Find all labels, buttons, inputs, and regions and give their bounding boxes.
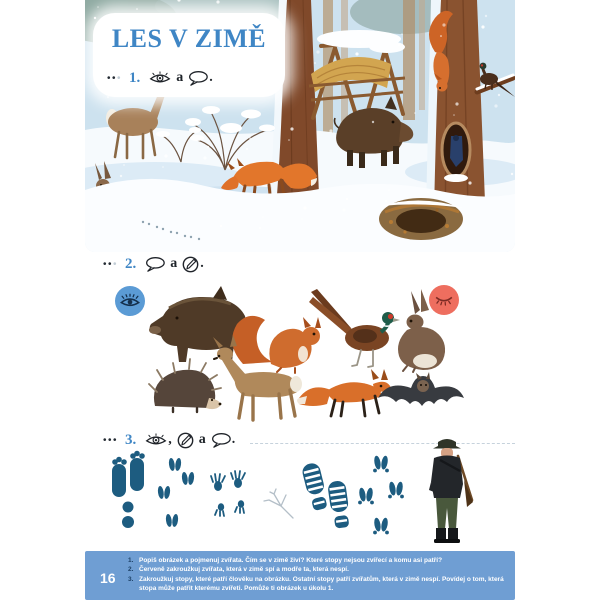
- footer-instruction-text: Zakroužkuj stopy, které patří člověku na obrázku. Ostatní stopy patří zvířatům, která v zimě nespí. Povídej o tom, která stopa může patřit kterému zvířeti. Pomůže ti obrázek u úkolu 1.: [139, 575, 504, 593]
- animal-grid-svg: [85, 280, 515, 432]
- title-box: [93, 13, 285, 97]
- wild-boar-photo: [149, 286, 248, 362]
- animal-picture-grid: [85, 280, 515, 432]
- task-2-header: [103, 253, 204, 275]
- squirrel-photo: [232, 316, 321, 373]
- bat-photo: [378, 372, 464, 406]
- task-1-header: [107, 67, 213, 89]
- task-connector-text: .: [209, 70, 213, 85]
- hunter-figure: [420, 436, 474, 549]
- pencil-icon: [182, 256, 199, 273]
- squirrel-tracks: [211, 471, 245, 516]
- task-connector-text: .: [200, 256, 204, 271]
- human-boot-tracks: [301, 462, 352, 529]
- deer-tracks: [157, 458, 195, 528]
- footer-instruction-number: 1.: [128, 557, 134, 564]
- task-difficulty-dots: •••: [103, 258, 119, 270]
- eye-icon: [145, 433, 167, 447]
- task-connector-text: a: [176, 70, 184, 85]
- speech-bubble-icon: [211, 433, 231, 448]
- eye-icon: [149, 71, 171, 85]
- pencil-icon: [177, 432, 194, 449]
- speech-bubble-icon: [145, 257, 165, 272]
- hedgehog-photo: [149, 359, 221, 412]
- hare-photo: [398, 289, 445, 372]
- footer-instruction-number: 3.: [128, 575, 134, 583]
- page-number: 16: [100, 570, 116, 586]
- pheasant-photo: [309, 289, 400, 367]
- task-number: 1.: [129, 69, 141, 86]
- footer-instruction-text: Popiš obrázek a pojmenuj zvířata. Čím se v zimě živí? Které stopy nejsou zvířecí a komu asi patří?: [139, 557, 443, 564]
- speech-bubble-icon: [188, 71, 208, 86]
- task-3-header: [103, 429, 235, 451]
- task-connector-text: ,: [168, 432, 172, 447]
- boar-tracks: [358, 455, 404, 534]
- task-connector-text: a: [198, 432, 206, 447]
- bird-track-sketch: [264, 489, 293, 518]
- task-number: 2.: [125, 255, 137, 272]
- page-title: LES V ZIMĚ: [111, 24, 267, 53]
- task-difficulty-dots: •••: [103, 434, 119, 446]
- footer-instruction-line: [128, 575, 510, 594]
- footer-band: [85, 551, 515, 600]
- hunter-svg: [420, 436, 474, 549]
- task-connector-text: .: [231, 432, 236, 447]
- task-3-rule: [250, 443, 515, 444]
- footer-instructions: [128, 556, 510, 594]
- task-connector-text: a: [170, 256, 178, 271]
- footer-instruction-line: [128, 565, 510, 574]
- footer-instruction-line: [128, 556, 510, 565]
- footer-instruction-number: 2.: [128, 566, 134, 574]
- task-difficulty-dots: •••: [107, 72, 123, 84]
- footer-instruction-text: Červeně zakroužkuj zvířata, která v zimě spí a modře ta, která nespí.: [139, 566, 349, 574]
- hare-tracks: [112, 451, 145, 528]
- animal-den: [379, 198, 463, 240]
- task-number: 3.: [125, 431, 137, 448]
